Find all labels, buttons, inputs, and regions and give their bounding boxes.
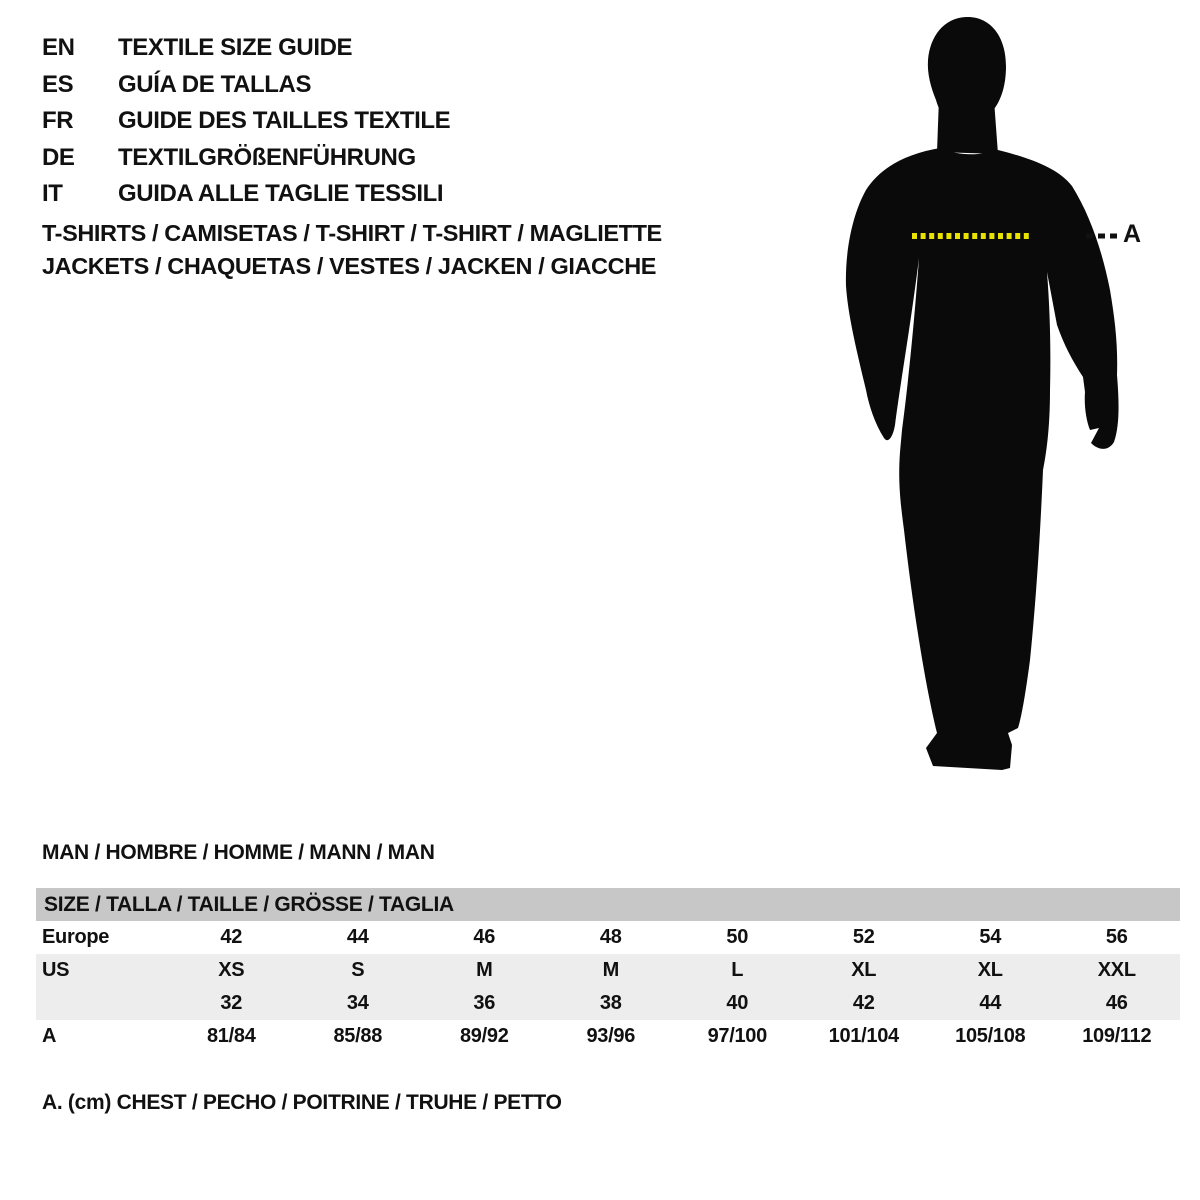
- size-cell: 56: [1105, 926, 1128, 948]
- size-cell: 42: [852, 992, 875, 1014]
- size-cell: 36: [473, 992, 496, 1014]
- size-cell: M: [476, 959, 493, 981]
- size-cell: M: [602, 959, 619, 981]
- table-row-us: [36, 954, 1180, 987]
- measure-label-a: A: [1123, 220, 1142, 248]
- row-label: A: [42, 1025, 57, 1047]
- table-row-numeric: [36, 987, 1180, 1020]
- language-code: DE: [42, 143, 75, 171]
- language-guide-title: GUIDA ALLE TAGLIE TESSILI: [118, 180, 444, 208]
- man-silhouette-body: [846, 148, 1119, 770]
- section-title-man: MAN / HOMBRE / HOMME / MANN / MAN: [42, 841, 435, 864]
- language-guide-title: TEXTILGRÖßENFÜHRUNG: [118, 143, 416, 171]
- row-label: Europe: [42, 926, 110, 948]
- size-cell: XL: [977, 959, 1003, 981]
- man-silhouette-neck: [937, 98, 998, 154]
- category-line-tshirts: T-SHIRTS / CAMISETAS / T-SHIRT / T-SHIRT / MAGLIETTE: [42, 220, 662, 246]
- size-cell: 50: [726, 926, 749, 948]
- size-cell: S: [351, 959, 365, 981]
- size-cell: 42: [220, 926, 243, 948]
- size-cell: 105/108: [955, 1025, 1026, 1047]
- size-cell: 101/104: [828, 1025, 899, 1047]
- language-code: FR: [42, 107, 74, 135]
- size-table: [36, 888, 1180, 1053]
- size-cell: 46: [1105, 992, 1128, 1014]
- size-cell: 48: [599, 926, 622, 948]
- measure-footnote: A. (cm) CHEST / PECHO / POITRINE / TRUHE / PETTO: [42, 1091, 562, 1114]
- language-code: IT: [42, 180, 63, 208]
- size-cell: 46: [473, 926, 496, 948]
- size-cell: 97/100: [707, 1025, 767, 1047]
- size-cell: 32: [220, 992, 243, 1014]
- category-line-jackets: JACKETS / CHAQUETAS / VESTES / JACKEN / GIACCHE: [42, 253, 657, 279]
- size-table-header: SIZE / TALLA / TAILLE / GRÖSSE / TAGLIA: [36, 888, 1180, 921]
- size-cell: XL: [851, 959, 877, 981]
- size-cell: 93/96: [586, 1025, 636, 1047]
- size-cell: 81/84: [206, 1025, 256, 1047]
- table-row-europe: [36, 921, 1180, 954]
- language-guide-title: TEXTILE SIZE GUIDE: [118, 34, 353, 62]
- table-row-chest-a: [36, 1020, 1180, 1053]
- size-cell: 40: [726, 992, 749, 1014]
- size-cell: 34: [346, 992, 369, 1014]
- size-cell: 44: [346, 926, 369, 948]
- row-label: US: [42, 959, 70, 981]
- language-guide-title: GUÍA DE TALLAS: [118, 70, 312, 98]
- language-guide-title: GUIDE DES TAILLES TEXTILE: [118, 107, 451, 135]
- size-cell: 89/92: [459, 1025, 509, 1047]
- size-cell: L: [731, 959, 744, 981]
- size-cell: 52: [852, 926, 875, 948]
- size-cell: XXL: [1097, 959, 1136, 981]
- size-cell: 85/88: [333, 1025, 383, 1047]
- size-cell: 38: [599, 992, 622, 1014]
- size-cell: XS: [218, 959, 245, 981]
- size-cell: 44: [979, 992, 1002, 1014]
- language-code: EN: [42, 34, 75, 62]
- language-code: ES: [42, 70, 74, 98]
- size-cell: 109/112: [1082, 1025, 1152, 1047]
- size-cell: 54: [979, 926, 1002, 948]
